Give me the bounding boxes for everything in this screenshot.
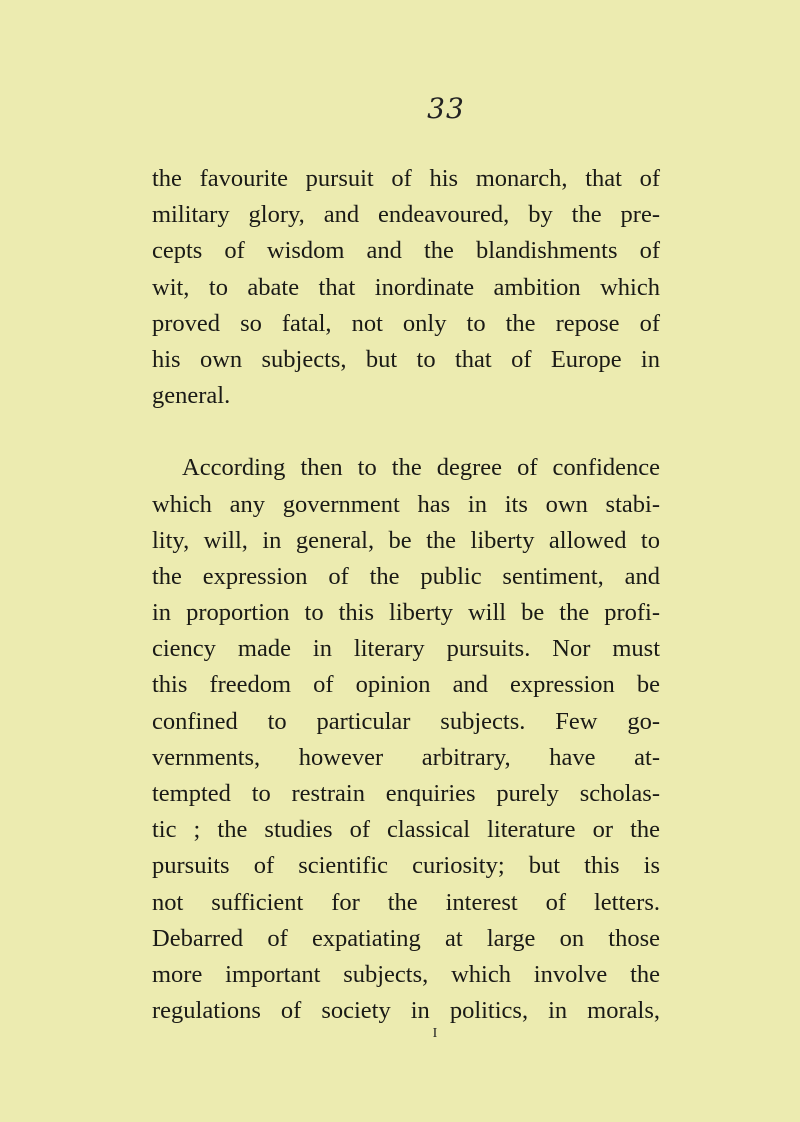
text-line: cepts of wisdom and the blandishments of xyxy=(152,237,660,265)
text-line: not sufficient for the interest of letters. xyxy=(152,888,660,916)
text-line: this freedom of opinion and expression be xyxy=(152,671,660,699)
paragraph-gap xyxy=(152,414,660,450)
text-line: military glory, and endeavoured, by the pre- xyxy=(152,201,660,229)
text-line: vernments, however arbitrary, have at- xyxy=(152,743,660,771)
text-line: wit, to abate that inordinate ambition which xyxy=(152,273,660,301)
body-text xyxy=(152,161,660,1029)
text-line: Debarred of expatiating at large on those xyxy=(152,924,660,952)
text-line: pursuits of scientific curiosity; but this is xyxy=(152,852,660,880)
text-line: lity, will, in general, be the liberty allowed to xyxy=(152,526,660,554)
signature-mark: I xyxy=(432,1026,438,1041)
text-line: confined to particular subjects. Few go- xyxy=(152,707,660,735)
text-line: tempted to restrain enquiries purely scholas- xyxy=(152,780,660,807)
text-line: According then to the degree of confidence xyxy=(182,454,660,482)
text-line: tic ; the studies of classical literature or the xyxy=(152,816,660,844)
text-line: his own subjects, but to that of Europe in xyxy=(152,345,660,373)
page-number: 33 xyxy=(427,92,465,125)
text-line: regulations of society in politics, in morals, xyxy=(152,997,660,1025)
text-line: proved so fatal, not only to the repose of xyxy=(152,309,660,337)
text-line: which any government has in its own stabi- xyxy=(152,490,660,518)
text-line: in proportion to this liberty will be the profi- xyxy=(152,599,660,627)
text-line: general. xyxy=(152,382,231,410)
text-line: the expression of the public sentiment, and xyxy=(152,562,660,590)
text-line: more important subjects, which involve the xyxy=(152,960,660,988)
text-line: ciency made in literary pursuits. Nor must xyxy=(152,635,660,663)
text-line: the favourite pursuit of his monarch, that of xyxy=(152,165,660,192)
